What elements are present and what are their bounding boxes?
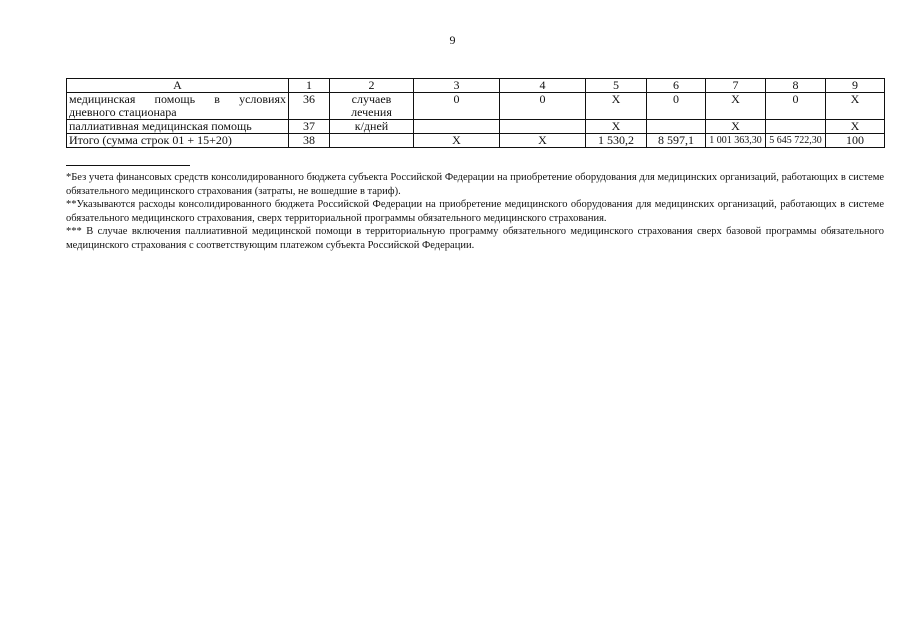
- row-unit-line2: лечения: [351, 105, 392, 119]
- row-unit-line1: случаев: [351, 92, 392, 106]
- table-row: [67, 93, 885, 120]
- cell-col9: Х: [826, 93, 885, 120]
- col-header-7: 7: [706, 79, 766, 93]
- cell-col7: 1 001 363,30: [706, 134, 766, 148]
- cell-col6: [647, 120, 706, 134]
- header-row: [67, 79, 885, 93]
- col-header-3: 3: [414, 79, 500, 93]
- row-name-cell: [67, 93, 289, 120]
- cell-col7: Х: [706, 120, 766, 134]
- page-number: 9: [449, 33, 456, 47]
- cell-col9: 100: [826, 134, 885, 148]
- row-name-cell: паллиативная медицинская помощь: [67, 120, 289, 134]
- cell-col6: 0: [647, 93, 706, 120]
- cell-col4: Х: [500, 134, 586, 148]
- cell-col4: [500, 120, 586, 134]
- footnote-3: *** В случае включения паллиативной медицинской помощи в территориальную программу обязательного медицинского страхования сверх базовой программы обязательного медицинского страхования с соответствующим платежом субъекта Российской Федерации.: [66, 226, 884, 251]
- cell-col7: Х: [706, 93, 766, 120]
- col-header-4: 4: [500, 79, 586, 93]
- cell-col5: 1 530,2: [586, 134, 647, 148]
- col-header-5: 5: [586, 79, 647, 93]
- cell-col8: 0: [766, 93, 826, 120]
- row-unit-cell: к/дней: [330, 120, 414, 134]
- cell-col5: Х: [586, 120, 647, 134]
- col-header-1: 1: [289, 79, 330, 93]
- row-name-line1: медицинская помощь в условиях: [69, 92, 286, 106]
- footnotes: [66, 171, 884, 252]
- cost-table: [66, 78, 885, 148]
- row-name-line2: дневного стационара: [69, 105, 177, 119]
- col-header-9: 9: [826, 79, 885, 93]
- cell-col3: [414, 120, 500, 134]
- footnote-2: **Указываются расходы консолидированного бюджета Российской Федерации на приобретение медицинского оборудования для медицинских организаций, работающих в системе обязательного медицинского страхования, сверх территориальной программы обязательного медицинского страхования.: [66, 199, 884, 224]
- row-line-number: 36: [289, 93, 330, 120]
- cell-col6: 8 597,1: [647, 134, 706, 148]
- row-unit-cell: [330, 93, 414, 120]
- table-row-total: [67, 134, 885, 148]
- table-row: [67, 120, 885, 134]
- row-line-number: 37: [289, 120, 330, 134]
- cell-col3: Х: [414, 134, 500, 148]
- cell-col8: [766, 120, 826, 134]
- col-header-a: А: [67, 79, 289, 93]
- col-header-8: 8: [766, 79, 826, 93]
- row-name-cell: Итого (сумма строк 01 + 15+20): [67, 134, 289, 148]
- col-header-2: 2: [330, 79, 414, 93]
- cell-col9: Х: [826, 120, 885, 134]
- cell-col8: 5 645 722,30: [766, 134, 826, 148]
- footnote-separator: [66, 165, 190, 166]
- row-line-number: 38: [289, 134, 330, 148]
- cell-col4: 0: [500, 93, 586, 120]
- cell-col3: 0: [414, 93, 500, 120]
- cell-col5: Х: [586, 93, 647, 120]
- row-unit-cell: [330, 134, 414, 148]
- footnote-1: *Без учета финансовых средств консолидированного бюджета субъекта Российской Федерации на приобретение оборудования для медицинских организаций, работающих в системе обязательного медицинского страхования (затраты, не вошедшие в тариф).: [66, 172, 884, 197]
- col-header-6: 6: [647, 79, 706, 93]
